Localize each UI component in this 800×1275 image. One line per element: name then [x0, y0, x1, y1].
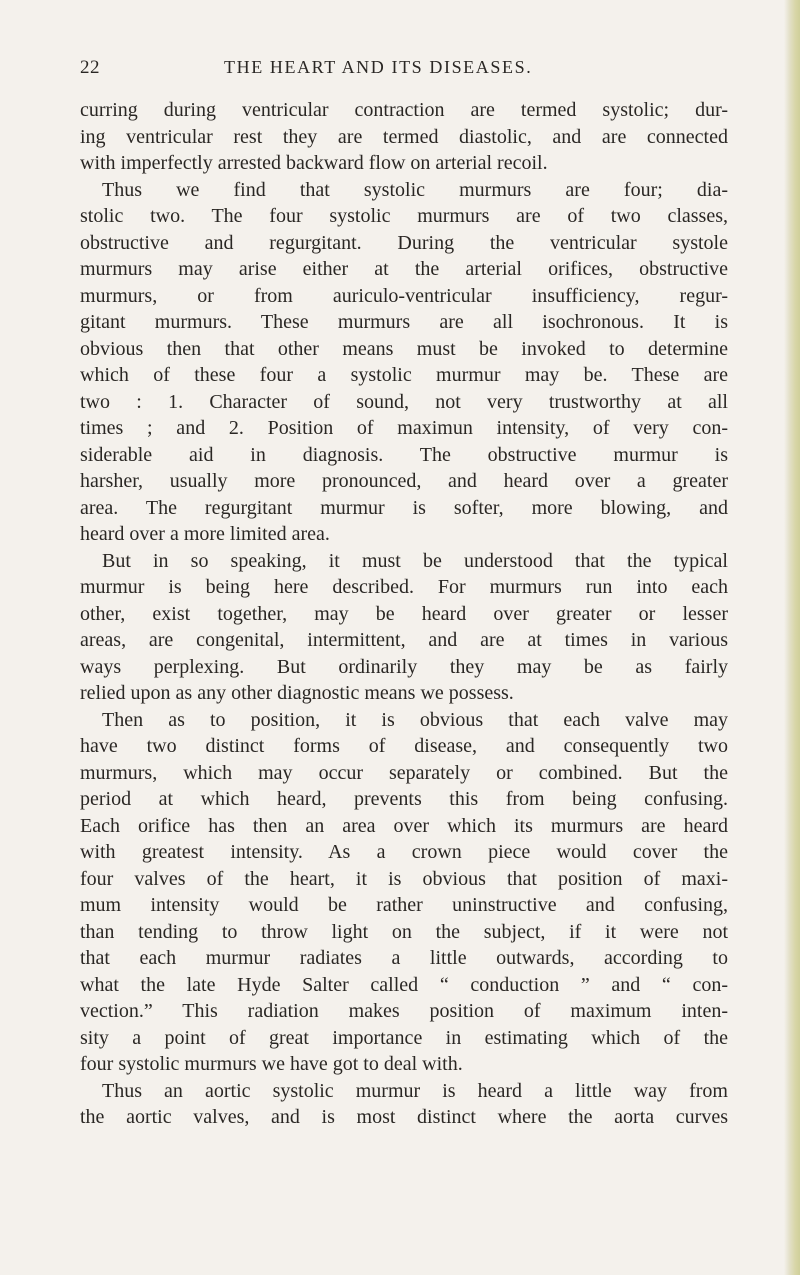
text-line: the aortic valves, and is most distinct where the aorta curves [80, 1106, 728, 1128]
text-line: with imperfectly arrested backward flow on arterial recoil. [80, 152, 548, 174]
text-line: times ; and 2. Position of maximun intensity, of very con- [80, 417, 728, 439]
text-line: stolic two. The four systolic murmurs are of two classes, [80, 205, 728, 227]
text-line: Thus we find that systolic murmurs are four; dia- [102, 178, 728, 201]
text-line: murmurs may arise either at the arterial orifices, obstructive [80, 258, 728, 280]
text-line: Each orifice has then an area over which its murmurs are heard [80, 814, 728, 837]
text-line: that each murmur radiates a little outwards, according to [80, 947, 728, 969]
text-line: two : 1. Character of sound, not very trustworthy at all [80, 390, 728, 413]
text-line: murmurs, or from auriculo-ventricular insufficiency, regur- [80, 284, 728, 307]
text-line: ways perplexing. But ordinarily they may be as fairly [80, 655, 728, 678]
text-line: Thus an aortic systolic murmur is heard a little way from [102, 1079, 728, 1102]
text-line: have two distinct forms of disease, and consequently two [80, 735, 728, 757]
text-line: relied upon as any other diagnostic means we possess. [80, 682, 514, 704]
page-number: 22 [80, 57, 100, 78]
text-line: mum intensity would be rather uninstructive and confusing, [80, 894, 728, 916]
text-line: harsher, usually more pronounced, and heard over a greater [80, 470, 728, 492]
body-text [80, 97, 728, 1131]
text-line: obvious then that other means must be invoked to determine [80, 337, 728, 360]
text-line: than tending to throw light on the subject, if it were not [80, 920, 728, 943]
text-line: period at which heard, prevents this from being confusing. [80, 788, 728, 810]
text-line: ing ventricular rest they are termed diastolic, and are connected [80, 125, 728, 148]
text-line: vection.” This radiation makes position of maximum inten- [80, 1000, 728, 1022]
text-line: four valves of the heart, it is obvious that position of maxi- [80, 867, 728, 890]
text-line: gitant murmurs. These murmurs are all isochronous. It is [80, 311, 728, 333]
text-line: siderable aid in diagnosis. The obstructive murmur is [80, 443, 728, 466]
text-line: which of these four a systolic murmur may be. These are [80, 364, 728, 386]
text-line: murmurs, which may occur separately or combined. But the [80, 761, 728, 784]
text-line: four systolic murmurs we have got to deal with. [80, 1053, 463, 1075]
text-line: Then as to position, it is obvious that each valve may [102, 708, 728, 731]
text-line: murmur is being here described. For murmurs run into each [80, 576, 728, 598]
text-line: curring during ventricular contraction are termed systolic; dur- [80, 99, 728, 121]
text-line: sity a point of great importance in estimating which of the [80, 1026, 728, 1049]
text-line: heard over a more limited area. [80, 523, 330, 545]
running-title: THE HEART AND ITS DISEASES. [224, 57, 533, 77]
text-line: with greatest intensity. As a crown piece would cover the [80, 841, 728, 863]
text-line: But in so speaking, it must be understood that the typical [102, 549, 728, 572]
text-line: what the late Hyde Salter called “ conduction ” and “ con- [80, 973, 728, 996]
text-line: areas, are congenital, intermittent, and are at times in various [80, 629, 728, 651]
text-line: other, exist together, may be heard over greater or lesser [80, 602, 728, 625]
text-line: obstructive and regurgitant. During the ventricular systole [80, 231, 728, 254]
page-header [0, 57, 800, 81]
page-edge [784, 0, 800, 1275]
text-line: area. The regurgitant murmur is softer, more blowing, and [80, 496, 728, 519]
